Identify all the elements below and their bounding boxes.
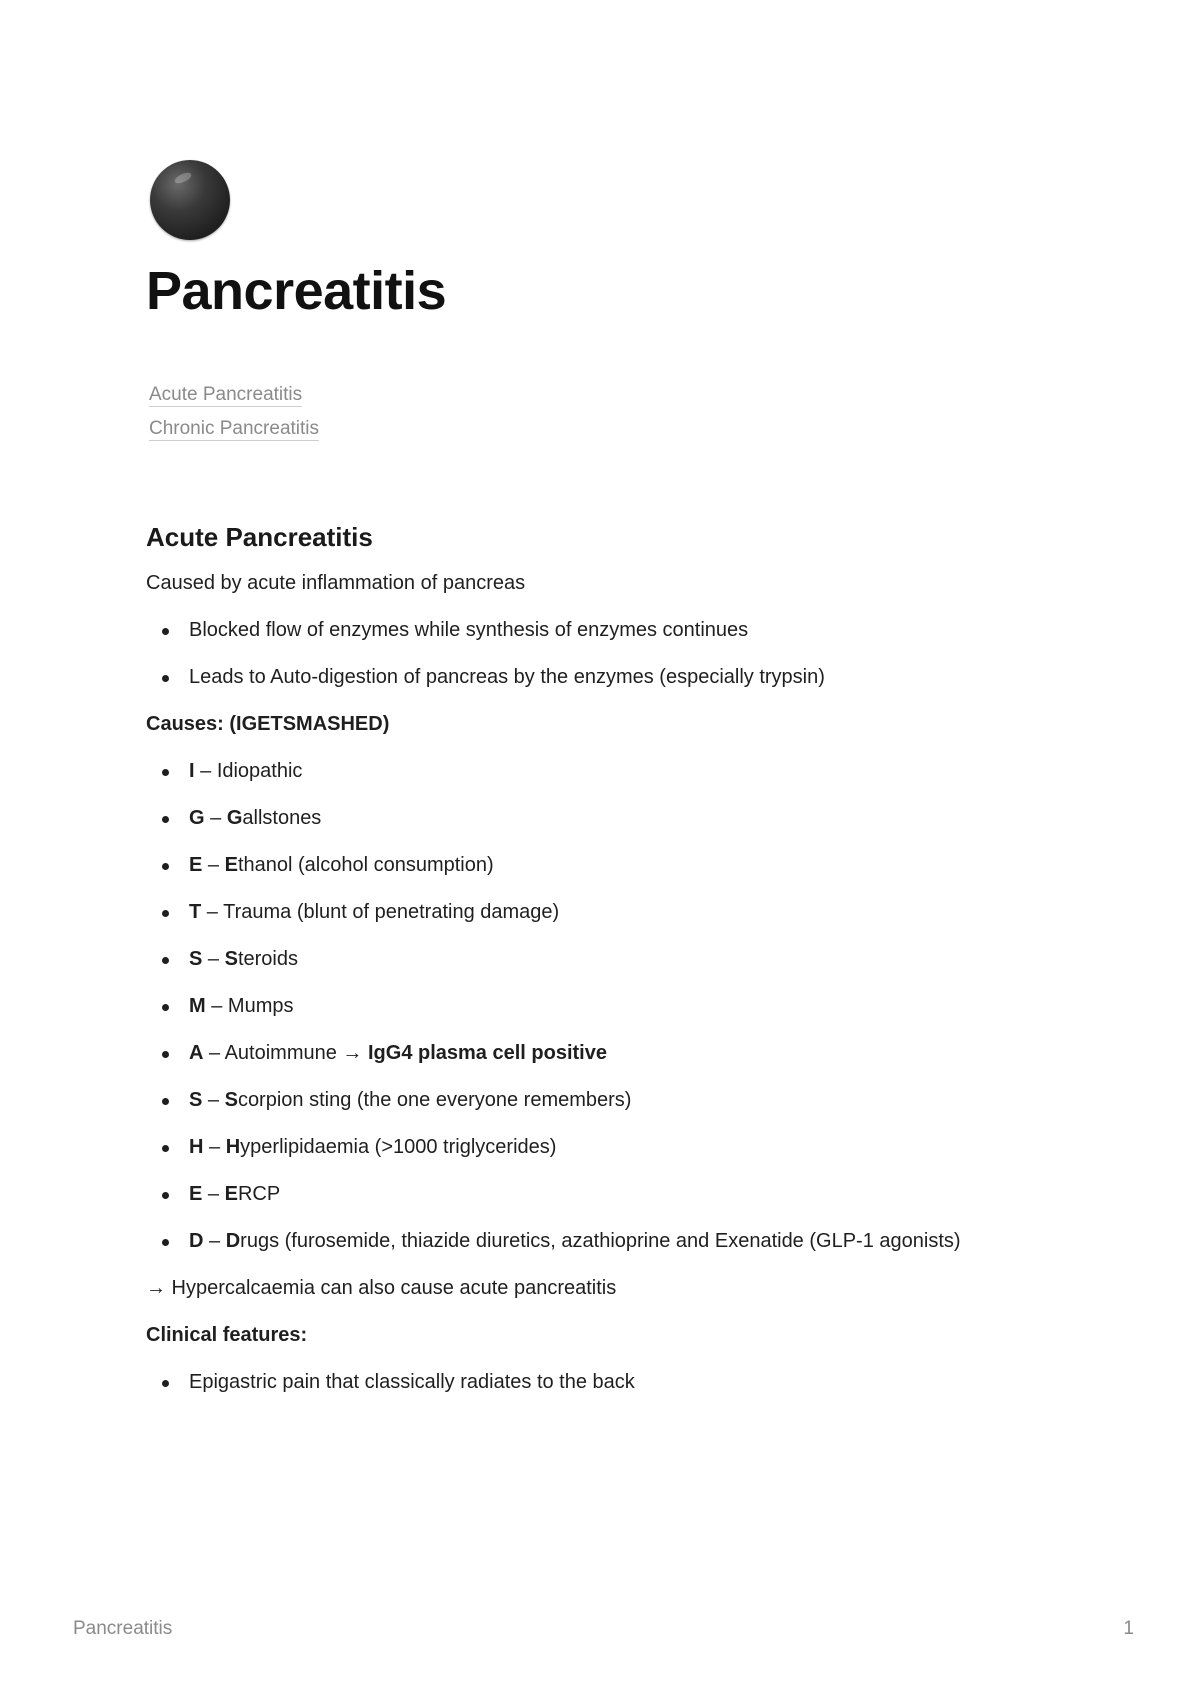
dash-separator: – [202,1183,225,1205]
dash-separator: – [202,854,225,876]
cause-item [146,1086,1066,1114]
list-item: Leads to Auto-digestion of pancreas by the enzymes (especially trypsin) [146,663,1066,691]
mnemonic-key-letter: S [224,1089,238,1111]
page-number: 1 [1123,1618,1134,1639]
cause-item [146,804,1066,832]
mnemonic-letter: M [189,995,206,1017]
cause-item [146,757,1066,785]
mnemonic-letter: D [189,1230,204,1252]
dash-separator: – [204,807,227,829]
hypercalcaemia-note: → Hypercalcaemia can also cause acute pancreatitis [146,1277,617,1299]
dash-separator: – [203,1136,226,1158]
dash-separator: – [194,760,217,782]
dash-separator: – [202,1089,225,1111]
list-item: Blocked flow of enzymes while synthesis of enzymes continues [146,616,1066,644]
mnemonic-key-letter: H [225,1136,241,1158]
clinical-features-label: Clinical features: [146,1324,308,1346]
cause-item [146,1227,1066,1255]
list-item: Epigastric pain that classically radiates to the back [146,1368,1066,1396]
document-body [146,522,1066,1415]
section-heading-acute: Acute Pancreatitis [146,522,373,552]
table-of-contents [149,378,319,446]
intro-paragraph: Caused by acute inflammation of pancreas [146,572,526,594]
mnemonic-letter: I [189,760,195,782]
mnemonic-letter: E [189,1183,203,1205]
mnemonic-key-letter: S [224,948,238,970]
mnemonic-letter: G [189,807,205,829]
mnemonic-letter: E [189,854,203,876]
toc-link-acute[interactable] [149,378,319,412]
cause-text: allstones [242,807,322,829]
cause-text: corpion sting (the one everyone remembers) [237,1089,632,1111]
mnemonic-key-letter: G [226,807,243,829]
mnemonic-letter: A [189,1042,204,1064]
mnemonic-key-letter: D [225,1230,241,1252]
cause-item [146,1133,1066,1161]
black-circle-icon [150,160,230,240]
toc-link-label: Chronic Pancreatitis [149,418,320,439]
mnemonic-letter: T [189,901,202,923]
cause-text: yperlipidaemia (>1000 triglycerides) [240,1136,557,1158]
mnemonic-letter: S [189,948,203,970]
mnemonic-key-letter: E [224,1183,238,1205]
dash-separator: – [202,948,225,970]
cause-text: Mumps [227,995,294,1017]
cause-item [146,1039,1066,1067]
toc-link-label: Acute Pancreatitis [149,384,303,405]
causes-label: Causes: (IGETSMASHED) [146,713,390,735]
cause-text: rugs (furosemide, thiazide diuretics, azathioprine and Exenatide (GLP-1 agonists) [240,1230,961,1252]
clinical-features-list [146,1368,1066,1396]
cause-text: Idiopathic [216,760,303,782]
mnemonic-letter: H [189,1136,204,1158]
footer-title: Pancreatitis [73,1618,173,1639]
cause-item [146,851,1066,879]
cause-text: RCP [237,1183,281,1205]
intro-list [146,616,1066,691]
cause-text: thanol (alcohol consumption) [237,854,494,876]
dash-separator: – [203,1230,226,1252]
cause-text: Autoimmune → [224,1042,368,1064]
dash-separator: – [203,1042,225,1064]
mnemonic-key-letter: E [224,854,238,876]
page-title: Pancreatitis [146,261,447,321]
cause-item [146,945,1066,973]
toc-link-chronic[interactable] [149,412,319,446]
cause-item [146,992,1066,1020]
causes-list [146,757,1066,1255]
cause-item [146,1180,1066,1208]
mnemonic-letter: S [189,1089,203,1111]
cause-text: teroids [237,948,298,970]
dash-separator: – [205,995,228,1017]
cause-emphasis: IgG4 plasma cell positive [367,1042,607,1064]
cause-item [146,898,1066,926]
dash-separator: – [201,901,224,923]
cause-text: Trauma (blunt of penetrating damage) [223,901,560,923]
